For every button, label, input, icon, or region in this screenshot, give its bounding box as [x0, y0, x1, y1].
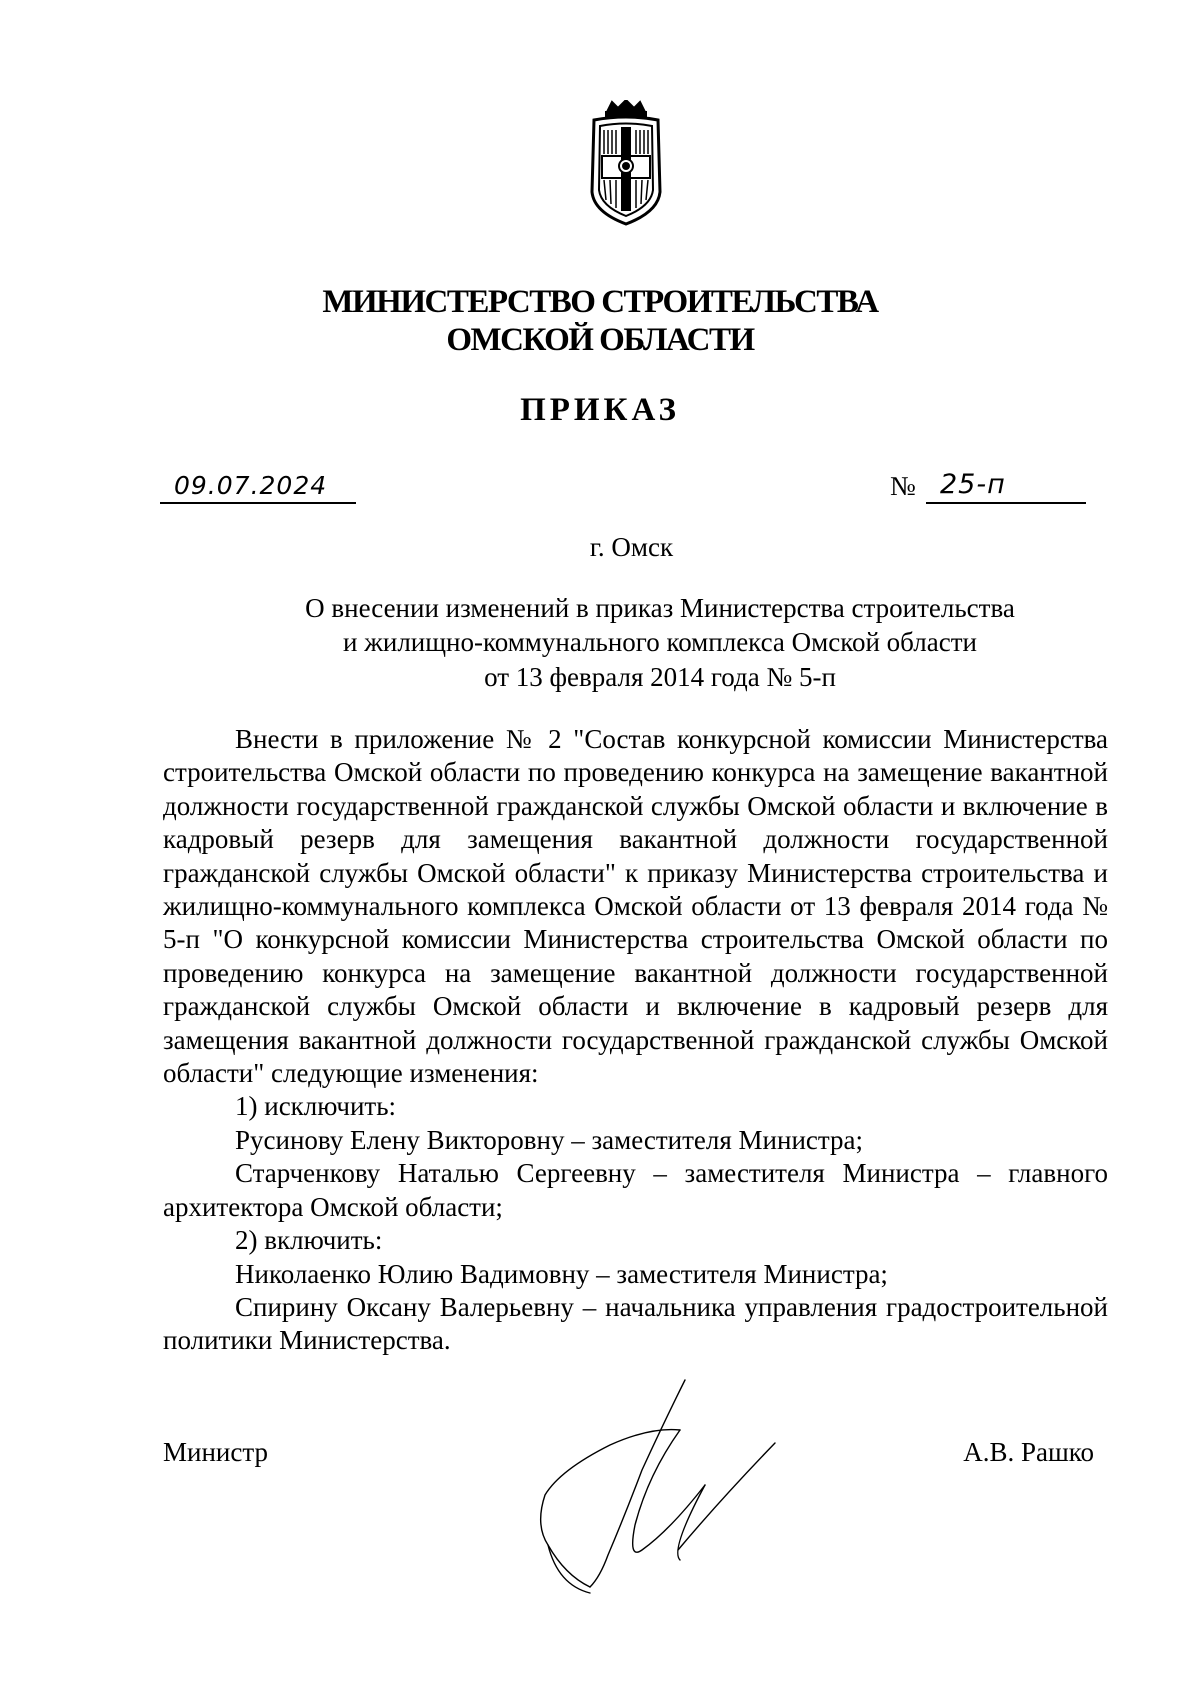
list-item: Русинову Елену Викторовну – заместителя Министра; — [235, 1124, 863, 1155]
ministry-name-line2: ОМСКОЙ ОБЛАСТИ — [446, 322, 754, 358]
item2-heading: 2) включить: — [235, 1225, 383, 1256]
document-date-field — [160, 472, 356, 504]
item1-heading: 1) исключить: — [235, 1091, 397, 1122]
document-type: ПРИКАЗ — [520, 392, 680, 428]
city: г. Омск — [589, 532, 674, 562]
signer-title: Министр — [163, 1437, 268, 1467]
order-body — [163, 723, 1108, 1358]
subject-line: и жилищно-коммунального комплекса Омской области — [343, 627, 977, 658]
list-item: Старченкову Наталью Сергеевну – заместителя Министра – главного архитектора Омской области; — [163, 1158, 1108, 1222]
number-label: № — [890, 471, 916, 501]
ministry-name-line1: МИНИСТЕРСТВО СТРОИТЕЛЬСТВА — [322, 284, 878, 320]
list-item: Николаенко Юлию Вадимовну – заместителя Министра; — [235, 1258, 888, 1289]
document-date: 09.07.2024 — [174, 471, 328, 500]
signer-name: А.В. Рашко — [963, 1437, 1094, 1467]
document-number-field — [926, 469, 1086, 504]
order-subject — [160, 591, 1160, 694]
subject-line: от 13 февраля 2014 года № 5-п — [484, 661, 836, 692]
intro-paragraph: Внести в приложение № 2 "Состав конкурсной комиссии Министерства строительства Омской области по проведению конкурса на замещение вакантной должности государственной гражданской службы Омской области и включение в кадровый резерв для замещения вакантной должности государственной гражданской службы Омской области" к приказу Министерства строительства и жилищно-коммунального комплекса Омской области от 13 февраля 2014 года № 5-п "О конкурсной комиссии Министерства строительства Омской области по проведению конкурса на замещение вакантной должности государственной гражданской службы Омской области и включение в кадровый резерв для замещения вакантной должности государственной гражданской службы Омской области" следующие изменения: — [163, 724, 1108, 1089]
coat-of-arms-icon — [578, 100, 674, 228]
subject-line: О внесении изменений в приказ Министерства строительства — [305, 593, 1015, 623]
list-item: Спирину Оксану Валерьевну – начальника управления градостроительной политики Министерства. — [163, 1291, 1108, 1356]
handwritten-signature — [530, 1375, 800, 1605]
document-number: 25-п — [940, 469, 1006, 500]
